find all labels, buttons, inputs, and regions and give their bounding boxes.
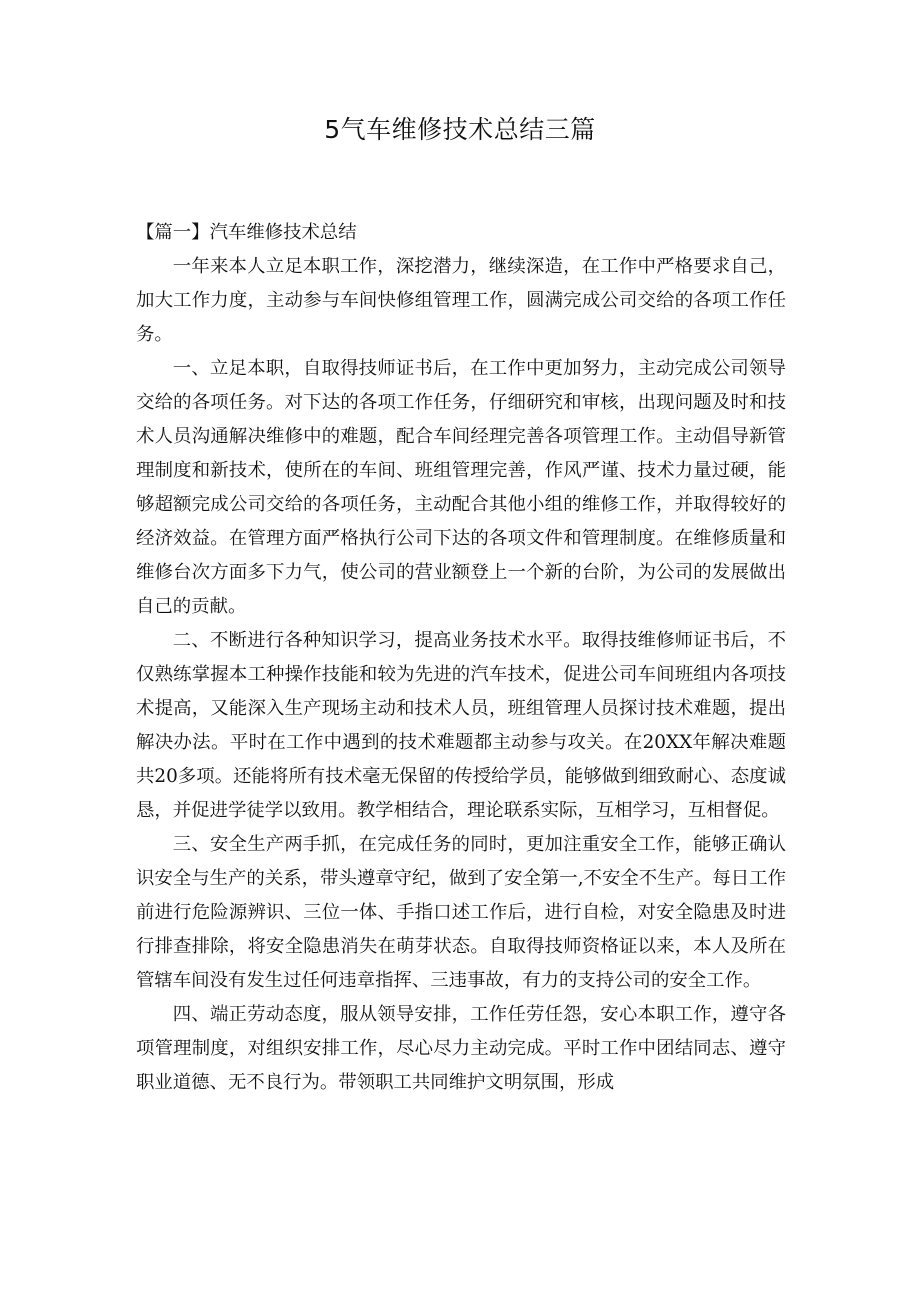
paragraph-point-1: 一、立足本职，自取得技师证书后，在工作中更加努力，主动完成公司领导交给的各项任务。对下达的各项工作任务，仔细研究和审核，出现问题及时和技术人员沟通解决维修中的难题，配合车间经理完善各项管理工作。主动倡导新管理制度和新技术，使所在的车间、班组管理完善，作风严谨、技术力量过硬，能够超额完成公司交给的各项任务，主动配合其他小组的维修工作，并取得较好的经济效益。在管理方面严格执行公司下达的各项文件和管理制度。在维修质量和维修台次方面多下力气，使公司的营业额登上一个新的台阶，为公司的发展做出自己的贡献。: [136, 358, 786, 617]
document-title: 5气车维修技术总结三篇: [324, 115, 596, 144]
section-heading: 【篇一】汽车维修技术总结: [136, 222, 357, 243]
paragraph-point-2: 二、不断进行各种知识学习，提高业务技术水平。取得技维修师证书后，不仅熟练掌握本工种操作技能和较为先进的汽车技术，促进公司车间班组内各项技术提高，又能深入生产现场主动和技术人员，班组管理人员探讨技术难题，提出解决办法。平时在工作中遇到的技术难题都主动参与攻关。在20XX年解决难题共20多项。还能将所有技术毫无保留的传授给学员，能够做到细致耐心、态度诚恳，并促进学徒学以致用。教学相结合，理论联系实际，互相学习，互相督促。: [136, 630, 786, 821]
paragraph-point-4: 四、端正劳动态度，服从领导安排，工作任劳任怨，安心本职工作，遵守各项管理制度，对组织安排工作，尽心尽力主动完成。平时工作中团结同志、遵守职业道德、无不良行为。带领职工共同维护文明氛围，形成: [136, 1004, 786, 1093]
document-body: [136, 216, 786, 1100]
paragraph-intro: 一年来本人立足本职工作，深挖潜力，继续深造，在工作中严格要求自己，加大工作力度，主动参与车间快修组管理工作，圆满完成公司交给的各项工作任务。: [136, 256, 786, 345]
paragraph-point-3: 三、安全生产两手抓，在完成任务的同时，更加注重安全工作，能够正确认识安全与生产的关系，带头遵章守纪，做到了安全第一,不安全不生产。每日工作前进行危险源辨识、三位一体、手指口述工作后，进行自检，对安全隐患及时进行排查排除，将安全隐患消失在萌芽状态。自取得技师资格证以来，本人及所在管辖车间没有发生过任何违章指挥、三违事故，有力的支持公司的安全工作。: [136, 834, 786, 991]
